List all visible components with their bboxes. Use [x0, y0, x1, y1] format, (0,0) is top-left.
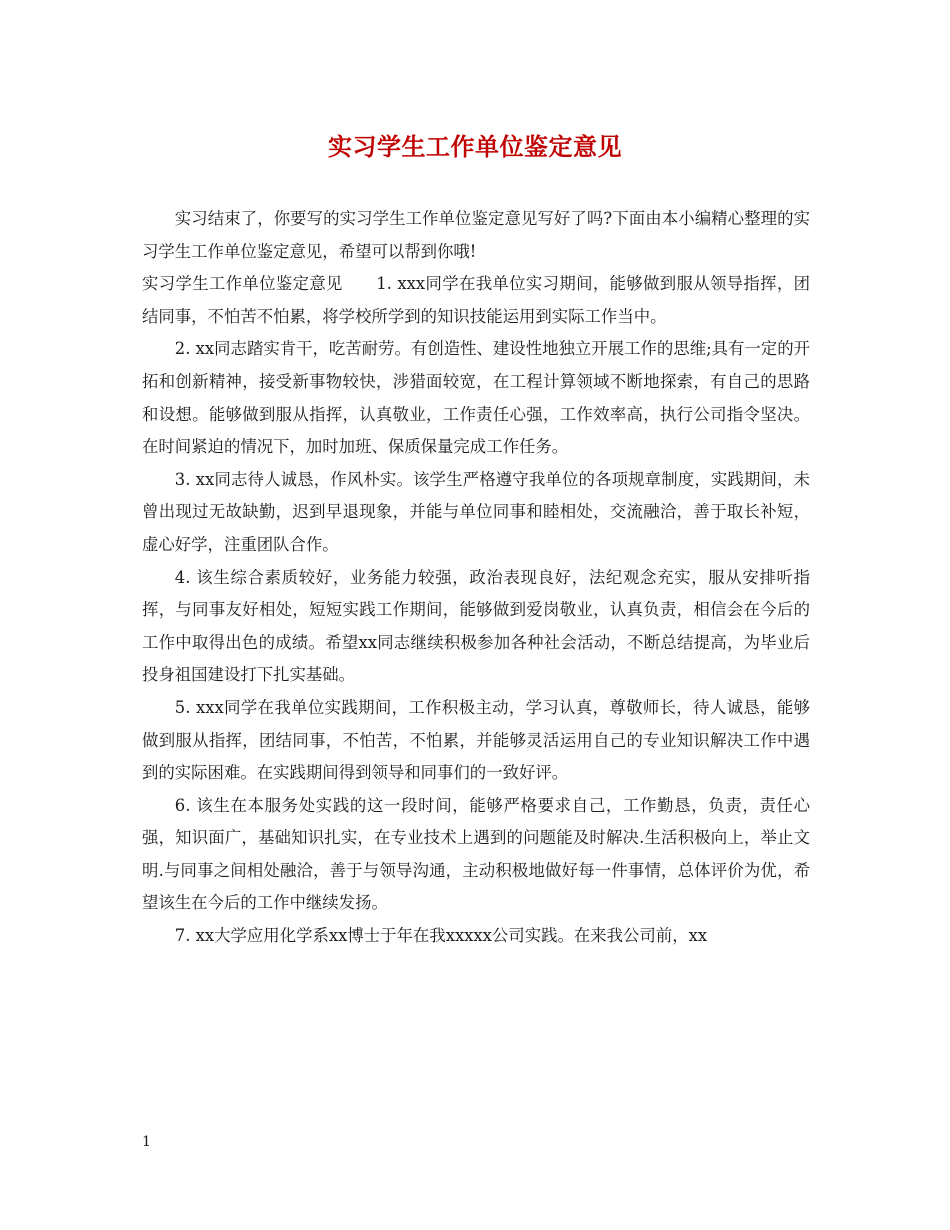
paragraph-intro: 实习结束了，你要写的实习学生工作单位鉴定意见写好了吗?下面由本小编精心整理的实习学生工作单位鉴定意见，希望可以帮到你哦!: [142, 209, 810, 261]
paragraph-item-1: 实习学生工作单位鉴定意见 1. xxx同学在我单位实习期间，能够做到服从领导指挥，团结同事，不怕苦不怕累，将学校所学到的知识技能运用到实际工作当中。: [142, 274, 810, 326]
paragraph-item-7: 7. xx大学应用化学系xx博士于年在我xxxxx公司实践。在来我公司前，xx: [174, 926, 708, 946]
paragraph-item-4: 4. 该生综合素质较好，业务能力较强，政治表现良好，法纪观念充实，服从安排听指挥，与同事友好相处，短短实践工作期间，能够做到爱岗敬业，认真负责，相信会在今后的工作中取得出色的成绩。希望xx同志继续积极参加各种社会活动，不断总结提高，为毕业后投身祖国建设打下扎实基础。: [142, 567, 810, 685]
paragraph-item-2: 2. xx同志踏实肯干，吃苦耐劳。有创造性、建设性地独立开展工作的思维;具有一定的开拓和创新精神，接受新事物较快，涉猎面较宽，在工程计算领域不断地探索，有自己的思路和设想。能够做到服从指挥，认真敬业，工作责任心强，工作效率高，执行公司指令坚决。在时间紧迫的情况下，加时加班、保质保量完成工作任务。: [142, 339, 810, 457]
paragraph-item-5: 5. xxx同学在我单位实践期间，工作积极主动，学习认真，尊敬师长，待人诚恳，能够做到服从指挥，团结同事，不怕苦，不怕累，并能够灵活运用自己的专业知识解决工作中遇到的实际困难。在实践期间得到领导和同事们的一致好评。: [142, 697, 810, 783]
document-body: [142, 203, 810, 953]
paragraph-item-3: 3. xx同志待人诚恳，作风朴实。该学生严格遵守我单位的各项规章制度，实践期间，未曾出现过无故缺勤，迟到早退现象，并能与单位同事和睦相处，交流融洽，善于取长补短，虚心好学，注重团队合作。: [142, 469, 810, 554]
page-number: 1: [142, 1134, 151, 1150]
paragraph-item-6: 6. 该生在本服务处实践的这一段时间，能够严格要求自己，工作勤恳，负责，责任心强，知识面广，基础知识扎实，在专业技术上遇到的问题能及时解决.生活积极向上，举止文明.与同事之间相处融洽，善于与领导沟通，主动积极地做好每一件事情，总体评价为优，希望该生在今后的工作中继续发扬。: [142, 795, 810, 913]
document-title: 实习学生工作单位鉴定意见: [328, 132, 622, 161]
